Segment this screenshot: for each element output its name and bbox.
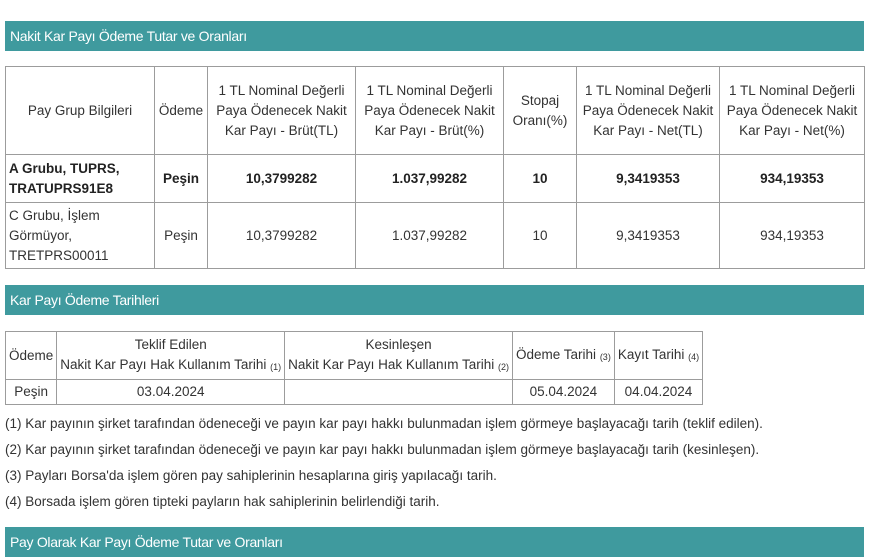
section-header-stock-dividend <box>5 527 864 557</box>
header-net-tl: 1 TL Nominal Değerli Paya Ödenecek Nakit Kar Payı - Net(TL) <box>577 67 720 155</box>
table-row <box>6 203 865 269</box>
cell-brut-pct: 1.037,99282 <box>356 203 504 269</box>
cell-stopaj: 10 <box>504 203 577 269</box>
footnote-2: (2) Kar payının şirket tarafından ödeneceği ve payın kar payı hakkı bulunmadan işlem görmeye başlayacağı tarih (kesinleşen). <box>5 442 760 457</box>
header-odeme-tarihi: Ödeme Tarihi (3) <box>513 332 615 380</box>
section-header-payment-dates <box>5 285 864 315</box>
header-brut-tl: 1 TL Nominal Değerli Paya Ödenecek Nakit Kar Payı - Brüt(TL) <box>208 67 356 155</box>
header-stopaj: Stopaj Oranı(%) <box>504 67 577 155</box>
cell-odeme: Peşin <box>155 203 208 269</box>
footnote-1: (1) Kar payının şirket tarafından ödeneceği ve payın kar payı hakkı bulunmadan işlem görmeye başlayacağı tarih (teklif edilen). <box>5 416 763 431</box>
section-header-cash-dividend <box>5 21 864 51</box>
table-header-row <box>6 332 703 380</box>
header-teklif-edilen: Teklif Edilen Nakit Kar Payı Hak Kullanım Tarihi (1) <box>57 332 285 380</box>
table-row <box>6 380 703 405</box>
cell-stopaj: 10 <box>504 155 577 203</box>
table-row <box>6 155 865 203</box>
cell-odeme: Peşin <box>6 380 57 405</box>
payment-dates-table <box>5 331 703 405</box>
section-title: Pay Olarak Kar Payı Ödeme Tutar ve Oranları <box>10 534 283 550</box>
cell-odeme: Peşin <box>155 155 208 203</box>
cell-odeme-tarihi: 05.04.2024 <box>513 380 615 405</box>
cell-net-pct: 934,19353 <box>720 155 865 203</box>
cell-kayit-tarihi: 04.04.2024 <box>614 380 702 405</box>
footnotes <box>5 414 763 518</box>
cell-pay-grup: C Grubu, İşlem Görmüyor, TRETPRS00011 <box>6 203 155 269</box>
header-kesinlesen: Kesinleşen Nakit Kar Payı Hak Kullanım Tarihi (2) <box>285 332 513 380</box>
header-odeme: Ödeme <box>6 332 57 380</box>
cell-net-tl: 9,3419353 <box>577 203 720 269</box>
footnote-4: (4) Borsada işlem gören tipteki payların hak sahiplerinin belirlendiği tarih. <box>5 494 440 509</box>
cell-brut-pct: 1.037,99282 <box>356 155 504 203</box>
header-net-pct: 1 TL Nominal Değerli Paya Ödenecek Nakit Kar Payı - Net(%) <box>720 67 865 155</box>
section-title: Nakit Kar Payı Ödeme Tutar ve Oranları <box>10 28 247 44</box>
header-brut-pct: 1 TL Nominal Değerli Paya Ödenecek Nakit Kar Payı - Brüt(%) <box>356 67 504 155</box>
cell-brut-tl: 10,3799282 <box>208 155 356 203</box>
cash-dividend-table <box>5 66 865 269</box>
cell-pay-grup: A Grubu, TUPRS, TRATUPRS91E8 <box>6 155 155 203</box>
table-header-row <box>6 67 865 155</box>
cell-teklif-tarihi: 03.04.2024 <box>57 380 285 405</box>
cell-net-pct: 934,19353 <box>720 203 865 269</box>
header-pay-grup: Pay Grup Bilgileri <box>6 67 155 155</box>
footnote-3: (3) Payları Borsa'da işlem gören pay sahiplerinin hesaplarına giriş yapılacağı tarih. <box>5 468 497 483</box>
header-kayit-tarihi: Kayıt Tarihi (4) <box>614 332 702 380</box>
cell-kesin-tarihi <box>285 380 513 405</box>
cell-brut-tl: 10,3799282 <box>208 203 356 269</box>
header-odeme: Ödeme <box>155 67 208 155</box>
cell-net-tl: 9,3419353 <box>577 155 720 203</box>
section-title: Kar Payı Ödeme Tarihleri <box>10 292 159 308</box>
